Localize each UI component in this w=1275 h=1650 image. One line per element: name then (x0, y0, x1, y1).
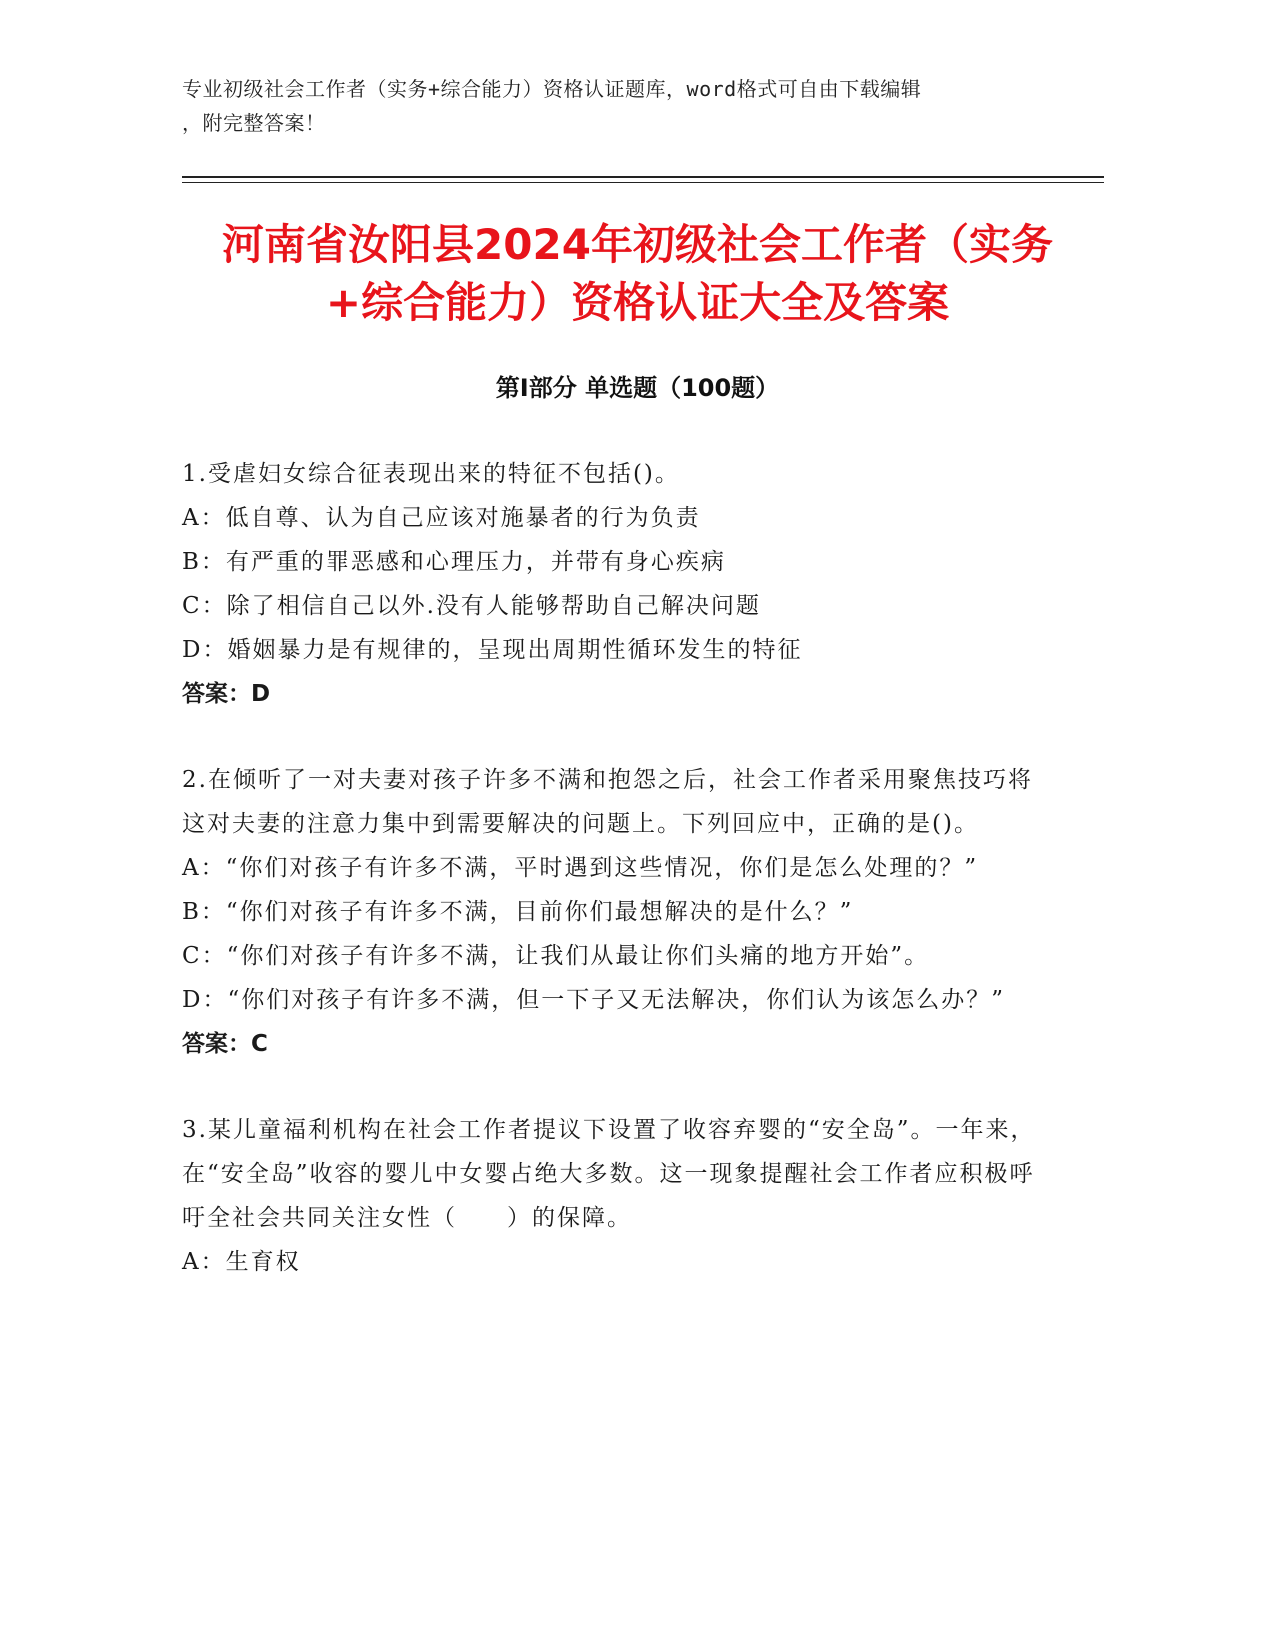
option-d: D：婚姻暴力是有规律的，呈现出周期性循环发生的特征 (182, 637, 803, 663)
header-note (182, 72, 1062, 140)
option-a: A：低自尊、认为自己应该对施暴者的行为负责 (182, 505, 701, 531)
section-title: 第Ⅰ部分 单选题（100题） (495, 374, 780, 402)
option-a: A：生育权 (182, 1249, 301, 1275)
document-title (150, 216, 1125, 332)
answer: 答案：C (182, 1031, 268, 1057)
header-rule-thin (182, 182, 1104, 183)
option-a: A：“你们对孩子有许多不满，平时遇到这些情况，你们是怎么处理的？” (182, 855, 979, 881)
question-stem: 1.受虐妇女综合征表现出来的特征不包括()。 (182, 461, 680, 487)
document-title-line1: 河南省汝阳县2024年初级社会工作者（实务 (222, 220, 1053, 269)
question-list (182, 452, 1042, 1326)
question-item (182, 758, 1042, 1066)
option-b: B：有严重的罪恶感和心理压力，并带有身心疾病 (182, 549, 726, 575)
header-note-line2: ，附完整答案！ (182, 111, 326, 135)
option-b: B：“你们对孩子有许多不满，目前你们最想解决的是什么？” (182, 899, 854, 925)
question-item (182, 1108, 1042, 1284)
answer: 答案：D (182, 681, 271, 707)
option-c: C：除了相信自己以外.没有人能够帮助自己解决问题 (182, 593, 761, 619)
document-title-line2: +综合能力）资格认证大全及答案 (325, 278, 950, 327)
option-d: D：“你们对孩子有许多不满，但一下子又无法解决，你们认为该怎么办？” (182, 987, 1005, 1013)
question-item (182, 452, 1042, 716)
question-stem: 2.在倾听了一对夫妻对孩子许多不满和抱怨之后，社会工作者采用聚焦技巧将这对夫妻的注意力集中到需要解决的问题上。下列回应中，正确的是()。 (182, 767, 1033, 837)
question-stem: 3.某儿童福利机构在社会工作者提议下设置了收容弃婴的“安全岛”。一年来，在“安全岛”收容的婴儿中女婴占绝大多数。这一现象提醒社会工作者应积极呼吁全社会共同关注女性（ ）的保障。 (182, 1117, 1036, 1231)
option-c: C：“你们对孩子有许多不满，让我们从最让你们头痛的地方开始”。 (182, 943, 930, 969)
header-rule-thick (182, 176, 1104, 178)
header-note-line1: 专业初级社会工作者（实务+综合能力）资格认证题库，word格式可自由下载编辑 (182, 77, 922, 101)
